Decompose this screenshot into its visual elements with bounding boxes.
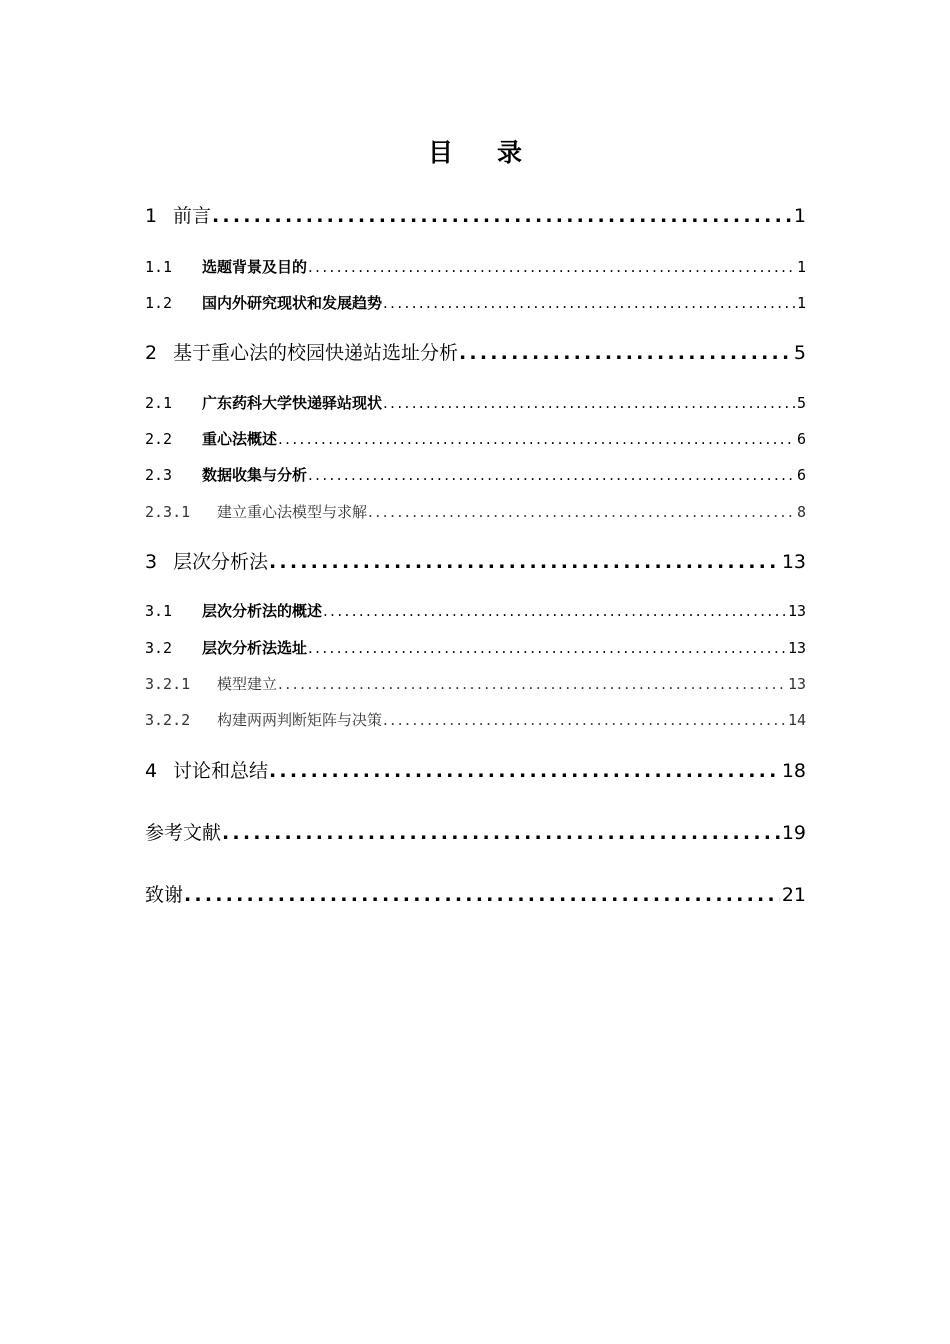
- toc-entry-page: 5: [793, 342, 806, 364]
- toc-entry-text: 重心法概述: [202, 430, 278, 448]
- toc-leader-dots: [269, 551, 780, 573]
- toc-entry-number: 2: [145, 342, 158, 364]
- toc-entry-text: 建立重心法模型与求解: [217, 503, 368, 521]
- toc-entry-page: 13: [787, 675, 806, 693]
- toc-entry-page: 13: [781, 551, 806, 573]
- toc-entry-4[interactable]: [145, 756, 806, 783]
- toc-entry-number: 2.3: [145, 466, 173, 484]
- toc-entry-number: 1: [145, 205, 158, 227]
- toc-entry-1-2[interactable]: [145, 292, 806, 313]
- toc-entry-3-2[interactable]: [145, 637, 806, 658]
- toc-leader-dots: [278, 430, 795, 448]
- toc-entry-text: 前言: [173, 205, 212, 227]
- toc-title-part1: 目: [427, 138, 453, 167]
- toc-entry-text: 层次分析法的概述: [202, 602, 323, 620]
- toc-entry-2[interactable]: [145, 338, 806, 365]
- toc-leader-dots: [184, 884, 780, 906]
- toc-entry-1-1[interactable]: [145, 256, 806, 277]
- toc-entry-text: 层次分析法选址: [202, 639, 308, 657]
- toc-entry-page: 6: [796, 430, 806, 448]
- toc-leader-dots: [278, 675, 786, 693]
- toc-entry-2-3[interactable]: [145, 464, 806, 485]
- toc-leader-dots: [368, 503, 795, 521]
- toc-leader-dots: [383, 294, 795, 312]
- toc-entry-number: 3.2.2: [145, 711, 191, 729]
- toc-leader-dots: [308, 258, 795, 276]
- toc-entry-number: 2.2: [145, 430, 173, 448]
- toc-entry-number: 3.1: [145, 602, 173, 620]
- toc-entry-page: 13: [787, 639, 806, 657]
- toc-entry-number: 1.1: [145, 258, 173, 276]
- toc-entry-3-2-1[interactable]: [145, 673, 806, 694]
- toc-leader-dots: [459, 342, 792, 364]
- toc-entry-text: 参考文献: [145, 822, 222, 844]
- toc-entry-text: 基于重心法的校园快递站选址分析: [173, 342, 459, 364]
- toc-entry-page: 6: [796, 466, 806, 484]
- toc-entry-references[interactable]: [145, 818, 806, 845]
- toc-entry-3-1[interactable]: [145, 600, 806, 621]
- toc-entry-3[interactable]: [145, 547, 806, 574]
- toc-leader-dots: [308, 466, 795, 484]
- toc-title-part2: 录: [497, 138, 523, 167]
- toc-entry-text: 讨论和总结: [173, 760, 269, 782]
- toc-entry-page: 13: [787, 602, 806, 620]
- toc-title: [0, 133, 950, 169]
- toc-entry-2-1[interactable]: [145, 392, 806, 413]
- toc-entry-2-3-1[interactable]: [145, 501, 806, 522]
- toc-entry-number: 3.2.1: [145, 675, 191, 693]
- toc-leader-dots: [308, 639, 786, 657]
- toc-entry-number: 3.2: [145, 639, 173, 657]
- toc-entry-page: 1: [796, 258, 806, 276]
- toc-entry-page: 14: [787, 711, 806, 729]
- toc-entry-text: 致谢: [145, 884, 184, 906]
- toc-entry-2-2[interactable]: [145, 428, 806, 449]
- toc-entry-page: 19: [781, 822, 806, 844]
- toc-entry-3-2-2[interactable]: [145, 709, 806, 730]
- toc-entry-page: 18: [781, 760, 806, 782]
- toc-entry-text: 国内外研究现状和发展趋势: [202, 294, 383, 312]
- toc-entry-text: 构建两两判断矩阵与决策: [217, 711, 383, 729]
- toc-entry-text: 数据收集与分析: [202, 466, 308, 484]
- toc-leader-dots: [212, 205, 792, 227]
- toc-entry-text: 选题背景及目的: [202, 258, 308, 276]
- toc-entry-page: 8: [796, 503, 806, 521]
- toc-entry-text: 层次分析法: [173, 551, 269, 573]
- toc-entry-page: 21: [781, 884, 806, 906]
- toc-entry-text: 模型建立: [217, 675, 278, 693]
- toc-leader-dots: [383, 711, 786, 729]
- toc-entry-text: 广东药科大学快递驿站现状: [202, 394, 383, 412]
- toc-leader-dots: [269, 760, 780, 782]
- toc-leader-dots: [222, 822, 780, 844]
- toc-leader-dots: [383, 394, 795, 412]
- toc-entry-number: 1.2: [145, 294, 173, 312]
- toc-entry-number: 2.3.1: [145, 503, 191, 521]
- toc-entry-page: 1: [793, 205, 806, 227]
- toc-entry-1[interactable]: [145, 201, 806, 228]
- toc-leader-dots: [323, 602, 786, 620]
- toc-entry-number: 2.1: [145, 394, 173, 412]
- toc-entry-number: 3: [145, 551, 158, 573]
- toc-entry-page: 1: [796, 294, 806, 312]
- toc-entry-acknowledgements[interactable]: [145, 880, 806, 907]
- toc-entry-number: 4: [145, 760, 158, 782]
- toc-entry-page: 5: [796, 394, 806, 412]
